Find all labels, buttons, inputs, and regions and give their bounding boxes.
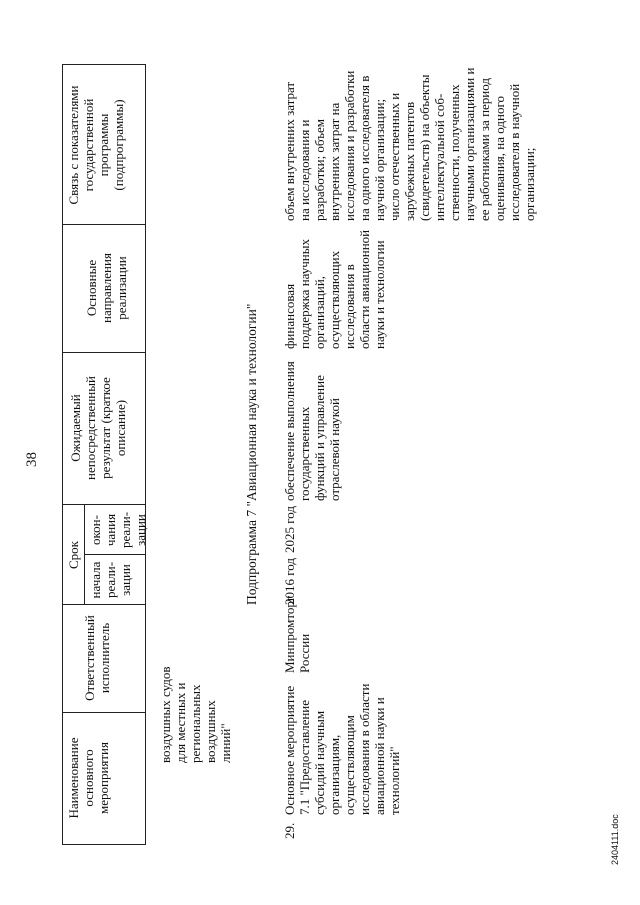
header-term: Срок	[66, 541, 81, 569]
right-border	[62, 64, 146, 65]
header-result: Ожидаемый непосредственный результат (краткое описание)	[68, 376, 128, 480]
term-split-line	[84, 505, 85, 605]
col-divider-1	[62, 712, 146, 713]
col-divider-6	[62, 224, 146, 225]
row-name: Основное мероприятие 7.1 "Предоставление субсидий научным организациям, осуществляющим исследования в области авиационной науки и технологий"	[282, 683, 402, 815]
header-start: начала реали-зации	[88, 561, 133, 599]
row-number: 29.	[282, 822, 297, 839]
header-name: Наименование основного мероприятия	[66, 737, 111, 819]
header-bottom-line	[145, 65, 146, 845]
row-link: объем внутренних затрат на исследования и разработки; объем внутренних затрат на исследования и разработки на одного исследователя в научной организации; число отечественных и зарубежных патентов (свидетельств) на объекты интеллектуальной соб-ственности, полученных научными организациями и ее работниками за период оценивания, на одного исследователя в научной организации;	[282, 67, 537, 221]
header-end: окон-чания реали-зации	[88, 511, 148, 549]
col-divider-3	[84, 554, 146, 555]
subprogram-title: Подпрограмма 7 "Авиационная наука и технологии"	[244, 303, 259, 605]
row-result: обеспечение выполнения государственных функций и управление отраслевой наукой	[282, 361, 342, 501]
document-id: 2404111.doc	[610, 814, 620, 865]
page-number: 38	[24, 452, 40, 467]
col-divider-5	[62, 352, 146, 353]
previous-row-cell: воздушных судов для местных и региональных воздушных линий"	[158, 666, 233, 763]
header-directions: Основные направления реализации	[84, 253, 129, 323]
header-responsible: Ответственный исполнитель	[82, 615, 112, 701]
table-top-line	[62, 65, 63, 845]
row-start: 2016 год	[282, 558, 297, 605]
row-responsible: Минпромторг России	[282, 595, 312, 673]
header-link: Связь с показателями государственной программы (подпрограммы)	[66, 85, 126, 205]
left-border	[62, 844, 146, 845]
row-end: 2025 год	[282, 506, 297, 553]
row-directions: финансовая поддержка научных организаций, осуществляющих исследования в области авиационной науки и технологии	[282, 229, 387, 349]
